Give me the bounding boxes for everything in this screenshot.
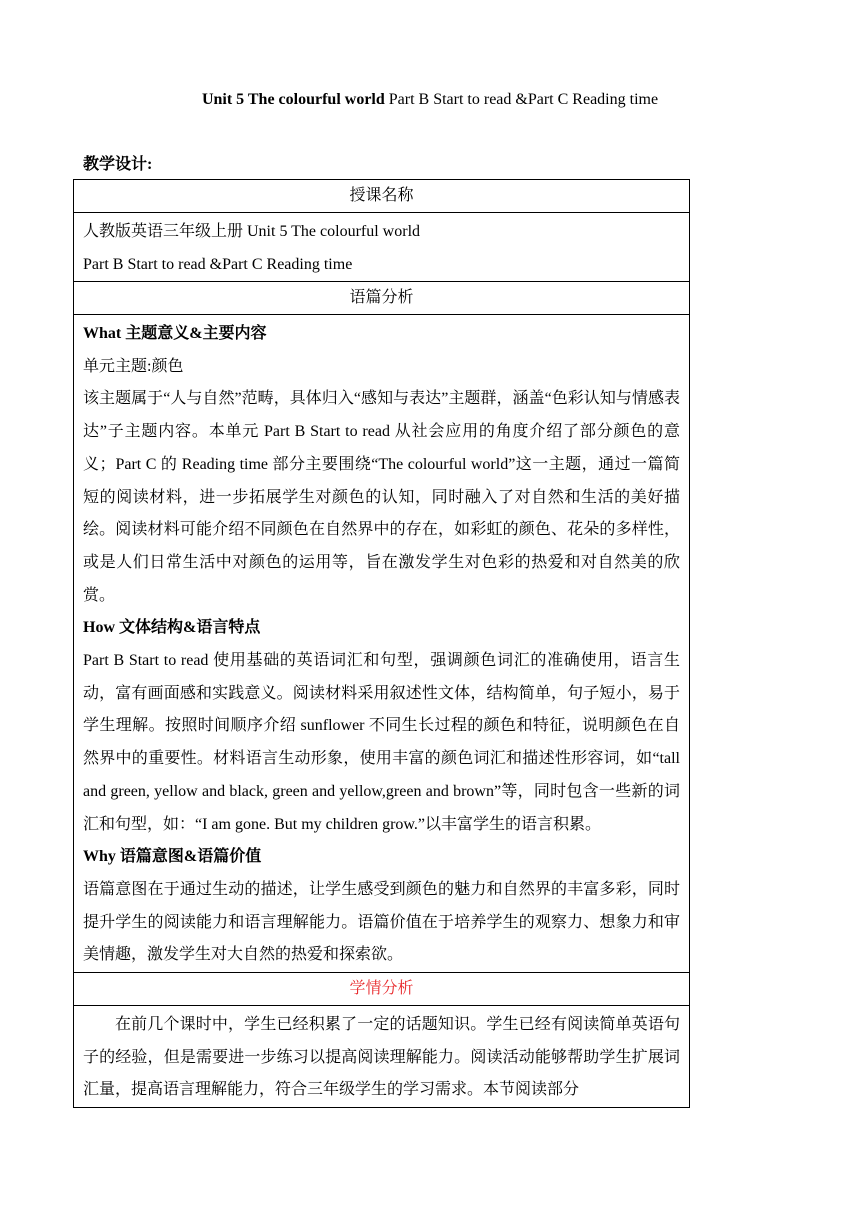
table-row: [74, 180, 690, 213]
course-name-cell: [74, 213, 690, 282]
table-row: [74, 315, 690, 973]
how-paragraph: Part B Start to read 使用基础的英语词汇和句型，强调颜色词汇的准确使用，语言生动，富有画面感和实践意义。阅读材料采用叙述性文体，结构简单，句子短小，易于学生理解。按照时间顺序介绍 sunflower 不同生长过程的颜色和特征，说明颜色在自然界中的重要性。材料语言生动形象，使用丰富的颜色词汇和描述性形容词，如“tall and green, yellow and black, green and yellow,green and brown”等，同时包含一些新的词汇和句型，如：“I am gone. But my children grow.”以丰富学生的语言积累。: [83, 652, 680, 833]
what-theme: 单元主题:颜色: [83, 357, 184, 375]
page-title: [0, 88, 860, 112]
what-paragraph: 该主题属于“人与自然”范畴，具体归入“感知与表达”主题群，涵盖“色彩认知与情感表达”子主题内容。本单元 Part B Start to read 从社会应用的角度介绍了部分颜色的意义；Part C 的 Reading time 部分主要围绕“The colourful world”这一主题，通过一篇简短的阅读材料，进一步拓展学生对颜色的认知，同时融入了对自然和生活的美好描绘。阅读材料可能介绍不同颜色在自然界中的存在，如彩虹的颜色、花朵的多样性，或是人们日常生活中对颜色的运用等，旨在激发学生对色彩的热爱和对自然美的欣赏。: [83, 390, 680, 604]
lesson-plan-table: [73, 179, 690, 1108]
why-heading: Why 语篇意图&语篇价值: [83, 848, 262, 866]
what-heading: What 主题意义&主要内容: [83, 325, 267, 342]
learner-paragraph: 在前几个课时中，学生已经积累了一定的话题知识。学生已经有阅读简单英语句子的经验，但是需要进一步练习以提高阅读理解能力。阅读活动能够帮助学生扩展词汇量，提高语言理解能力，符合三年级学生的学习需求。本节阅读部分: [83, 1016, 680, 1099]
how-heading: How 文体结构&语言特点: [83, 619, 261, 637]
title-unit: Unit 5 The colourful world: [201, 91, 385, 108]
text-analysis-header: 语篇分析: [74, 282, 690, 315]
table-row: [74, 282, 690, 315]
course-line-1: 人教版英语三年级上册 Unit 5 The colourful world: [83, 223, 421, 240]
table-row: [74, 1006, 690, 1108]
table-row: [74, 973, 690, 1006]
text-analysis-cell: [74, 315, 690, 973]
course-name-header: 授课名称: [74, 180, 690, 213]
table-row: [74, 213, 690, 282]
learner-analysis-header: 学情分析: [74, 973, 690, 1006]
course-line-2: Part B Start to read &Part C Reading time: [83, 256, 353, 273]
learner-analysis-cell: [74, 1006, 690, 1108]
section-label: 教学设计:: [83, 156, 153, 173]
title-part: Part B Start to read &Part C Reading time: [384, 91, 659, 108]
why-paragraph: 语篇意图在于通过生动的描述，让学生感受到颜色的魅力和自然界的丰富多彩，同时提升学生的阅读能力和语言理解能力。语篇价值在于培养学生的观察力、想象力和审美情趣，激发学生对大自然的热爱和探索欲。: [83, 880, 680, 964]
